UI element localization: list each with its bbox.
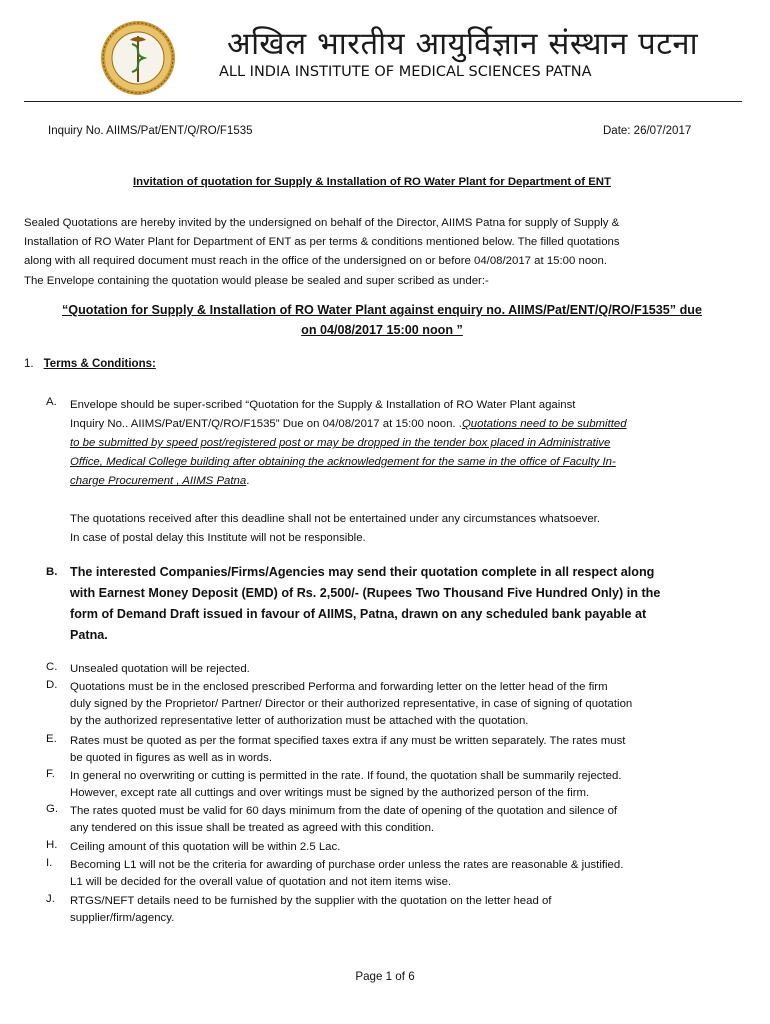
clause-line: Unsealed quotation will be rejected.: [70, 663, 250, 675]
intro-line: Sealed Quotations are hereby invited by the undersigned on behalf of the Director, AIIMS Patna for supply of Supply &: [24, 217, 620, 229]
clause-line: The quotations received after this deadline shall not be entertained under any circumstances whatsoever.: [70, 513, 600, 525]
clause-line: However, except rate all cuttings and over writings must be signed by the authorized person of the firm.: [70, 787, 590, 800]
clause-text-emphasis: Office, Medical College building after obtaining the acknowledgement for the same in the office of Faculty In-: [70, 456, 616, 468]
clause-line: Rates must be quoted as per the format specified taxes extra if any must be written separately. The rates must: [70, 735, 626, 747]
clause-i: [70, 857, 716, 891]
clause-b: [70, 562, 716, 646]
clause-letter: D.: [46, 679, 58, 691]
clause-line: any tendered on this issue shall be treated as agreed with this condition.: [70, 822, 435, 835]
clause-d: [70, 679, 716, 731]
clause-letter: E.: [46, 733, 57, 745]
clause-line: with Earnest Money Deposit (EMD) of Rs. 2,500/- (Rupees Two Thousand Five Hundred Only) in the: [70, 586, 661, 600]
clause-a-note: [70, 510, 716, 548]
clause-letter: C.: [46, 661, 58, 673]
terms-number: 1.: [24, 358, 34, 370]
clause-letter: A.: [46, 396, 57, 408]
clause-line: Ceiling amount of this quotation will be within 2.5 Lac.: [70, 841, 341, 853]
terms-label: Terms & Conditions:: [43, 358, 156, 370]
intro-line: Installation of RO Water Plant for Department of ENT as per terms & conditions mentioned below. The filled quotations: [24, 236, 620, 249]
clause-g: [70, 803, 716, 837]
clause-line: [70, 453, 716, 472]
institute-name-english: ALL INDIA INSTITUTE OF MEDICAL SCIENCES PATNA: [219, 64, 592, 80]
clause-letter: F.: [46, 768, 55, 780]
document-date: Date: 26/07/2017: [603, 125, 692, 137]
clause-text-emphasis: to be submitted by speed post/registered post or may be dropped in the tender box placed in Administrative: [70, 437, 611, 449]
superscription-subject: [20, 300, 744, 340]
clause-line: duly signed by the Proprietor/ Partner/ Director or their authorized representative, in case of signing of quotation: [70, 698, 633, 711]
subject-line: on 04/08/2017 15:00 noon ”: [301, 323, 463, 337]
clause-line: In general no overwriting or cutting is permitted in the rate. If found, the quotation shall be summarily rejected.: [70, 770, 622, 782]
clause-line: Patna.: [70, 628, 108, 642]
clause-letter: H.: [46, 839, 58, 851]
clause-letter: I.: [46, 857, 53, 869]
clause-text-emphasis: charge Procurement , AIIMS Patna: [70, 475, 247, 487]
intro-line: The Envelope containing the quotation would please be sealed and super scribed as under:-: [24, 274, 489, 287]
clause-letter: J.: [46, 893, 55, 905]
clause-c: [70, 661, 716, 678]
header-divider: [24, 101, 742, 102]
clause-a: [70, 396, 716, 491]
clause-line: The rates quoted must be valid for 60 days minimum from the date of opening of the quotation and silence of: [70, 805, 618, 817]
clause-line: be quoted in figures as well as in words.: [70, 752, 272, 765]
clause-line: by the authorized representative letter of authorization must be attached with the quotation.: [70, 715, 529, 728]
clause-line: The interested Companies/Firms/Agencies may send their quotation complete in all respect along: [70, 565, 655, 579]
institute-name-hindi: अखिल भारतीय आयुर्विज्ञान संस्थान पटना: [227, 26, 699, 62]
clause-h: [70, 839, 716, 856]
clause-line: Quotations must be in the enclosed prescribed Performa and forwarding letter on the letter head of the firm: [70, 681, 608, 693]
clause-line: supplier/firm/agency.: [70, 912, 175, 925]
clause-line: form of Demand Draft issued in favour of AIIMS, Patna, drawn on any scheduled bank payable at: [70, 607, 647, 621]
inquiry-number: Inquiry No. AIIMS/Pat/ENT/Q/RO/F1535: [48, 125, 253, 137]
clause-e: [70, 733, 716, 767]
aiims-emblem-icon: [100, 20, 176, 96]
clause-j: [70, 893, 716, 927]
intro-paragraph: [24, 214, 716, 291]
subject-line: “Quotation for Supply & Installation of RO Water Plant against enquiry no. AIIMS/Pat/ENT/Q/RO/F1535” due: [61, 303, 702, 317]
clause-line: RTGS/NEFT details need to be furnished by the supplier with the quotation on the letter head of: [70, 895, 552, 907]
clause-line: Becoming L1 will not be the criteria for awarding of purchase order unless the rates are reasonable & justified.: [70, 859, 624, 871]
clause-line: L1 will be decided for the overall value of quotation and not item items wise.: [70, 876, 452, 889]
clause-line: [70, 415, 716, 434]
document-title: Invitation of quotation for Supply & Installation of RO Water Plant for Department of ENT: [133, 176, 611, 188]
clause-line: In case of postal delay this Institute will not be responsible.: [70, 532, 366, 544]
clause-line: [70, 472, 716, 491]
clause-line: [70, 434, 716, 453]
clause-text: .: [246, 475, 250, 487]
clause-text-emphasis: Quotations need to be submitted: [461, 418, 627, 430]
clause-f: [70, 768, 716, 802]
clause-text: Inquiry No.. AIIMS/Pat/ENT/Q/RO/F1535” Due on 04/08/2017 at 15:00 noon. .: [70, 418, 462, 430]
clause-letter: B.: [46, 566, 58, 578]
intro-line: along with all required document must reach in the office of the undersigned on or before 04/08/2017 at 15:00 noon.: [24, 255, 608, 268]
page-number: Page 1 of 6: [355, 970, 415, 983]
terms-heading: [24, 358, 156, 370]
clause-line: Envelope should be super-scribed “Quotation for the Supply & Installation of RO Water Plant against: [70, 399, 576, 411]
clause-letter: G.: [46, 803, 59, 815]
